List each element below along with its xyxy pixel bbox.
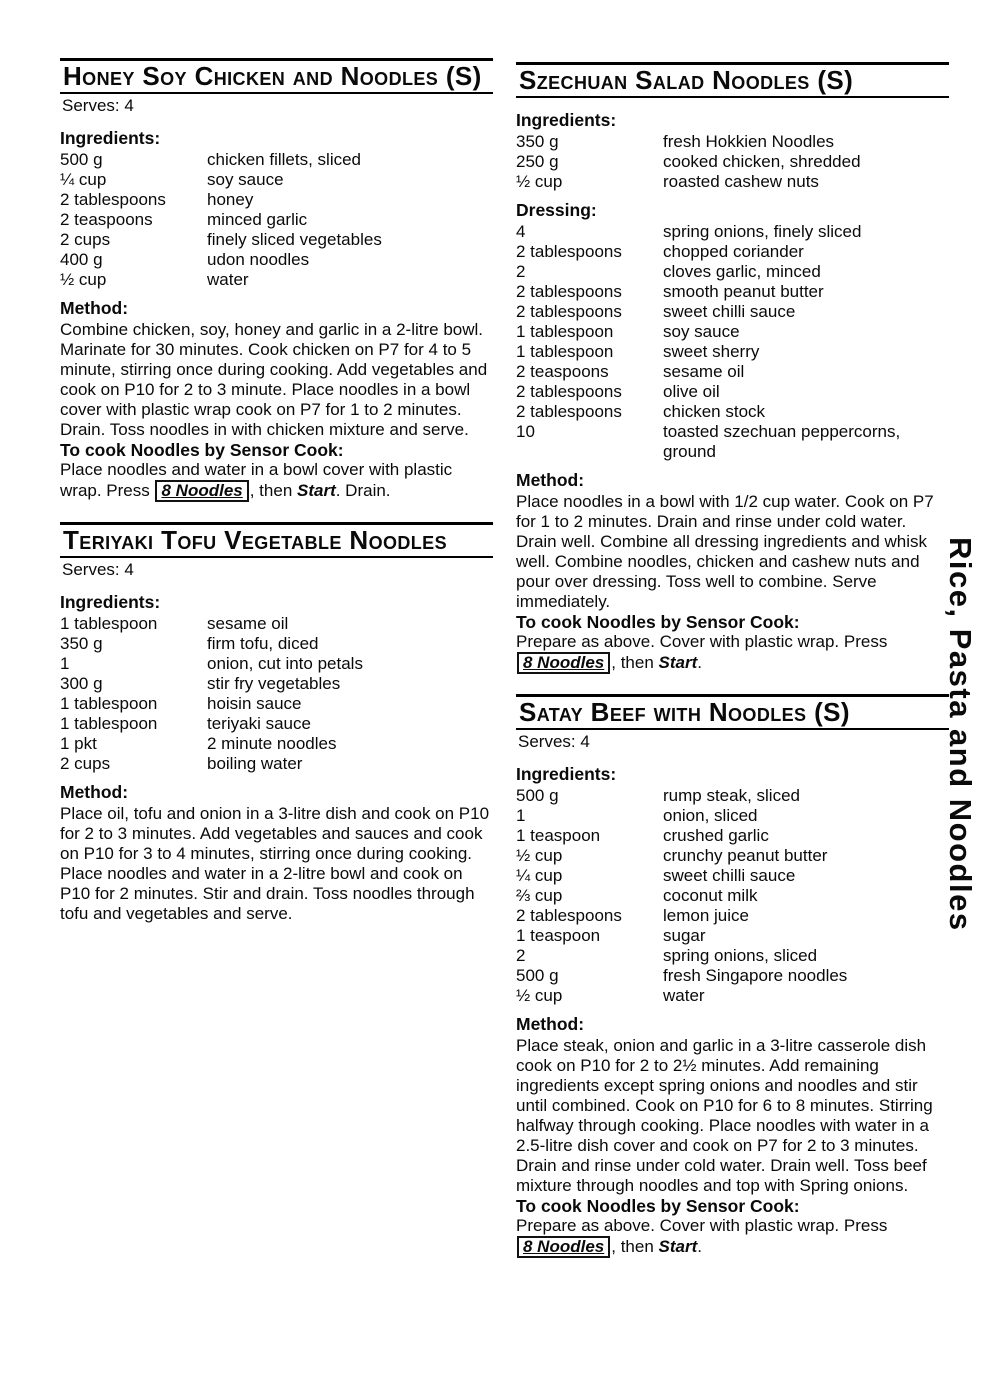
ingredient-row	[516, 826, 949, 846]
ingredients-heading: Ingredients:	[60, 128, 161, 148]
ingredient-amount: 2	[516, 946, 526, 965]
ingredient-list	[60, 614, 493, 774]
method-heading: Method:	[516, 1014, 585, 1034]
start-button-ref: Start	[297, 481, 336, 500]
ingredient-amount: 2 tablespoons	[516, 402, 622, 421]
recipe-title: Satay Beef with Noodles (S)	[516, 697, 949, 730]
ingredient-name: sweet chilli sauce	[663, 866, 796, 885]
ingredient-row	[60, 634, 493, 654]
ingredient-name: firm tofu, diced	[207, 634, 319, 653]
ingredient-amount: 4	[516, 222, 526, 241]
ingredient-row	[60, 190, 493, 210]
left-column	[60, 58, 493, 924]
ingredient-name: sesame oil	[207, 614, 289, 633]
method-text: Place steak, onion and garlic in a 3-litre casserole dish cook on P10 for 2 to 2½ minutes. Add remaining ingredients except spring onions and noodles and stir until combined. Cook on P10 for 6 to 8 minutes. Stirring halfway through cooking. Place noodles with water in a 2.5-litre dish cover and cook on P7 for 2 to 3 minutes. Drain and rinse under cold water. Drain well. Toss beef mixture through noodles and top with Spring onions.	[516, 1036, 933, 1195]
ingredient-name: coconut milk	[663, 886, 758, 905]
ingredient-name: chicken fillets, sliced	[207, 150, 362, 169]
ingredient-amount: ¼ cup	[60, 170, 107, 189]
ingredient-amount: ½ cup	[516, 986, 563, 1005]
ingredient-row	[516, 866, 949, 886]
sensor-cook-text	[60, 460, 493, 502]
ingredient-name: rump steak, sliced	[663, 786, 800, 805]
ingredient-row	[60, 230, 493, 250]
ingredient-row	[516, 302, 949, 322]
ingredient-name: olive oil	[663, 382, 720, 401]
ingredient-name: crunchy peanut butter	[663, 846, 828, 865]
ingredient-name: soy sauce	[663, 322, 740, 341]
ingredient-amount: 2 cups	[60, 230, 111, 249]
ingredient-name: stir fry vegetables	[207, 674, 341, 693]
method-heading: Method:	[60, 782, 129, 802]
ingredient-list	[60, 150, 493, 290]
sensor-text-pre: Place noodles and water in a bowl cover with plastic wrap. Press	[60, 460, 453, 500]
ingredient-amount: 500 g	[516, 786, 559, 805]
ingredient-name: chopped coriander	[663, 242, 804, 261]
ingredient-name: smooth peanut butter	[663, 282, 824, 301]
ingredient-row	[60, 270, 493, 290]
method-text: Combine chicken, soy, honey and garlic in a 2-litre bowl. Marinate for 30 minutes. Cook chicken on P7 for 4 to 5 minute, stirring once during cooking. Add vegetables and cook on P10 for 2 to 3 minute. Place noodles in a bowl cover with plastic wrap cook on P7 for 1 to 2 minutes. Drain. Toss noodles in with chicken mixture and serve.	[60, 320, 488, 439]
ingredient-name: sweet sherry	[663, 342, 760, 361]
ingredient-amount: 2 cups	[60, 754, 111, 773]
ingredient-row	[60, 714, 493, 734]
ingredient-row	[60, 674, 493, 694]
ingredient-amount: 500 g	[60, 150, 103, 169]
recipe-title: Teriyaki Tofu Vegetable Noodles	[60, 525, 493, 558]
ingredient-amount: ⅔ cup	[516, 886, 563, 905]
dressing-heading: Dressing:	[516, 200, 597, 220]
ingredient-amount: 1 tablespoon	[60, 614, 158, 633]
method-heading: Method:	[60, 298, 129, 318]
ingredient-amount: 10	[516, 422, 535, 441]
ingredient-name: crushed garlic	[663, 826, 769, 845]
ingredient-row	[60, 150, 493, 170]
ingredient-amount: 1	[516, 806, 526, 825]
ingredient-row	[516, 282, 949, 302]
ingredient-name: teriyaki sauce	[207, 714, 311, 733]
sensor-text-mid: , then	[611, 1237, 659, 1256]
ingredient-name: chicken stock	[663, 402, 766, 421]
ingredient-name: cooked chicken, shredded	[663, 152, 861, 171]
ingredient-name: fresh Singapore noodles	[663, 966, 848, 985]
serves-line: Serves: 4	[62, 560, 134, 579]
ingredient-row	[60, 250, 493, 270]
ingredient-row	[516, 322, 949, 342]
ingredient-name: spring onions, finely sliced	[663, 222, 862, 241]
ingredient-row	[60, 614, 493, 634]
ingredient-row	[516, 242, 949, 262]
recipe-header	[60, 522, 493, 558]
ingredient-amount: ½ cup	[516, 846, 563, 865]
recipe-satay-beef	[516, 694, 949, 1258]
ingredient-name: finely sliced vegetables	[207, 230, 382, 249]
ingredient-row	[516, 986, 949, 1006]
recipe-szechuan-salad	[516, 62, 949, 674]
ingredient-amount: 300 g	[60, 674, 103, 693]
right-column	[516, 62, 949, 1258]
ingredients-heading: Ingredients:	[60, 592, 161, 612]
ingredient-list	[516, 132, 949, 192]
recipe-header	[516, 62, 949, 98]
sensor-text-post: .	[697, 1237, 702, 1256]
sensor-text-mid: , then	[249, 481, 297, 500]
ingredient-name: sweet chilli sauce	[663, 302, 796, 321]
ingredient-name: hoisin sauce	[207, 694, 302, 713]
recipe-honey-soy-chicken	[60, 58, 493, 502]
ingredient-name: water	[663, 986, 705, 1005]
ingredient-row	[516, 886, 949, 906]
ingredient-amount: 250 g	[516, 152, 559, 171]
ingredient-amount: ½ cup	[60, 270, 107, 289]
ingredient-list	[516, 786, 949, 1006]
ingredient-row	[516, 362, 949, 382]
ingredient-row	[516, 222, 949, 242]
ingredient-row	[516, 846, 949, 866]
sensor-cook-text	[516, 1216, 949, 1258]
ingredient-name: soy sauce	[207, 170, 284, 189]
ingredient-name: sugar	[663, 926, 706, 945]
ingredient-name: onion, sliced	[663, 806, 758, 825]
ingredient-row	[516, 342, 949, 362]
method-text: Place oil, tofu and onion in a 3-litre dish and cook on P10 for 2 to 3 minutes. Add vegetables and sauces and cook on P10 for 3 to 4 minutes, stirring once during cooking. Place noodles and water in a 2-litre bowl and cook on P10 for 2 minutes. Stir and drain. Toss noodles through tofu and vegetables and serve.	[60, 804, 490, 923]
ingredients-heading: Ingredients:	[516, 764, 617, 784]
ingredient-row	[516, 172, 949, 192]
sensor-text-post: .	[697, 653, 702, 672]
ingredient-name: sesame oil	[663, 362, 745, 381]
ingredient-amount: ½ cup	[516, 172, 563, 191]
ingredient-amount: 1 tablespoon	[60, 714, 158, 733]
recipe-title: Honey Soy Chicken and Noodles (S)	[60, 61, 493, 94]
ingredient-amount: 2 tablespoons	[516, 906, 622, 925]
ingredient-amount: 2 tablespoons	[516, 302, 622, 321]
ingredient-name: udon noodles	[207, 250, 310, 269]
sensor-cook-text	[516, 632, 949, 674]
ingredient-amount: 1 teaspoon	[516, 826, 601, 845]
ingredient-row	[60, 210, 493, 230]
ingredient-row	[60, 170, 493, 190]
sensor-text-pre: Prepare as above. Cover with plastic wrap. Press	[516, 1216, 888, 1235]
ingredient-amount: 2 teaspoons	[60, 210, 153, 229]
serves-line: Serves: 4	[518, 732, 590, 751]
start-button-ref: Start	[658, 1237, 698, 1256]
ingredient-name: water	[207, 270, 249, 289]
ingredient-row	[60, 734, 493, 754]
dressing-list	[516, 222, 949, 462]
ingredient-amount: 350 g	[516, 132, 559, 151]
noodles-button-ref: 8 Noodles	[517, 1236, 610, 1258]
ingredient-name: boiling water	[207, 754, 303, 773]
sensor-text-pre: Prepare as above. Cover with plastic wrap. Press	[516, 632, 888, 651]
ingredient-amount: ¼ cup	[516, 866, 563, 885]
ingredient-row	[516, 262, 949, 282]
recipe-title: Szechuan Salad Noodles (S)	[516, 65, 949, 98]
ingredient-row	[516, 926, 949, 946]
ingredient-name: spring onions, sliced	[663, 946, 818, 965]
noodles-button-ref: 8 Noodles	[155, 480, 248, 502]
ingredient-amount: 400 g	[60, 250, 103, 269]
ingredient-row	[516, 152, 949, 172]
ingredient-name: fresh Hokkien Noodles	[663, 132, 835, 151]
ingredient-row	[516, 946, 949, 966]
ingredient-name: onion, cut into petals	[207, 654, 363, 673]
ingredient-row	[60, 754, 493, 774]
ingredient-row	[516, 966, 949, 986]
ingredient-name: 2 minute noodles	[207, 734, 337, 753]
ingredient-row	[516, 906, 949, 926]
start-button-ref: Start	[658, 653, 698, 672]
ingredient-amount: 1 tablespoon	[516, 342, 614, 361]
ingredient-amount: 1	[60, 654, 70, 673]
ingredient-row	[516, 382, 949, 402]
ingredient-name: toasted szechuan peppercorns, ground	[663, 422, 901, 461]
method-heading: Method:	[516, 470, 585, 490]
method-text: Place noodles in a bowl with 1/2 cup water. Cook on P7 for 1 to 2 minutes. Drain and rinse under cold water. Drain well. Combine all dressing ingredients and whisk well. Combine noodles, chicken and cashew nuts and pour over dressing. Toss well to combine. Serve immediately.	[516, 492, 934, 611]
ingredient-row	[60, 654, 493, 674]
serves-line: Serves: 4	[62, 96, 134, 115]
recipe-teriyaki-tofu	[60, 522, 493, 924]
ingredient-amount: 1 tablespoon	[60, 694, 158, 713]
ingredient-row	[516, 132, 949, 152]
recipe-header	[516, 694, 949, 730]
ingredients-heading: Ingredients:	[516, 110, 617, 130]
ingredient-row	[516, 402, 949, 422]
ingredient-name: roasted cashew nuts	[663, 172, 819, 191]
recipe-header	[60, 58, 493, 94]
ingredient-name: honey	[207, 190, 254, 209]
ingredient-amount: 350 g	[60, 634, 103, 653]
ingredient-amount: 1 teaspoon	[516, 926, 601, 945]
ingredient-row	[516, 786, 949, 806]
ingredient-amount: 1 pkt	[60, 734, 97, 753]
noodles-button-ref: 8 Noodles	[517, 652, 610, 674]
ingredient-amount: 500 g	[516, 966, 559, 985]
sensor-cook-heading: To cook Noodles by Sensor Cook:	[516, 612, 800, 632]
ingredient-amount: 2 tablespoons	[60, 190, 166, 209]
ingredient-amount: 2 tablespoons	[516, 382, 622, 401]
ingredient-amount: 1 tablespoon	[516, 322, 614, 341]
ingredient-row	[60, 694, 493, 714]
ingredient-name: cloves garlic, minced	[663, 262, 821, 281]
ingredient-amount: 2	[516, 262, 526, 281]
sensor-text-post: . Drain.	[335, 481, 391, 500]
ingredient-amount: 2 tablespoons	[516, 282, 622, 301]
chapter-tab-label: Rice, Pasta and Noodles	[943, 537, 978, 932]
sensor-cook-heading: To cook Noodles by Sensor Cook:	[516, 1196, 800, 1216]
sensor-cook-heading: To cook Noodles by Sensor Cook:	[60, 440, 344, 460]
ingredient-amount: 2 teaspoons	[516, 362, 609, 381]
ingredient-name: lemon juice	[663, 906, 749, 925]
ingredient-amount: 2 tablespoons	[516, 242, 622, 261]
ingredient-name: minced garlic	[207, 210, 308, 229]
ingredient-row	[516, 422, 949, 462]
sensor-text-mid: , then	[611, 653, 659, 672]
ingredient-row	[516, 806, 949, 826]
